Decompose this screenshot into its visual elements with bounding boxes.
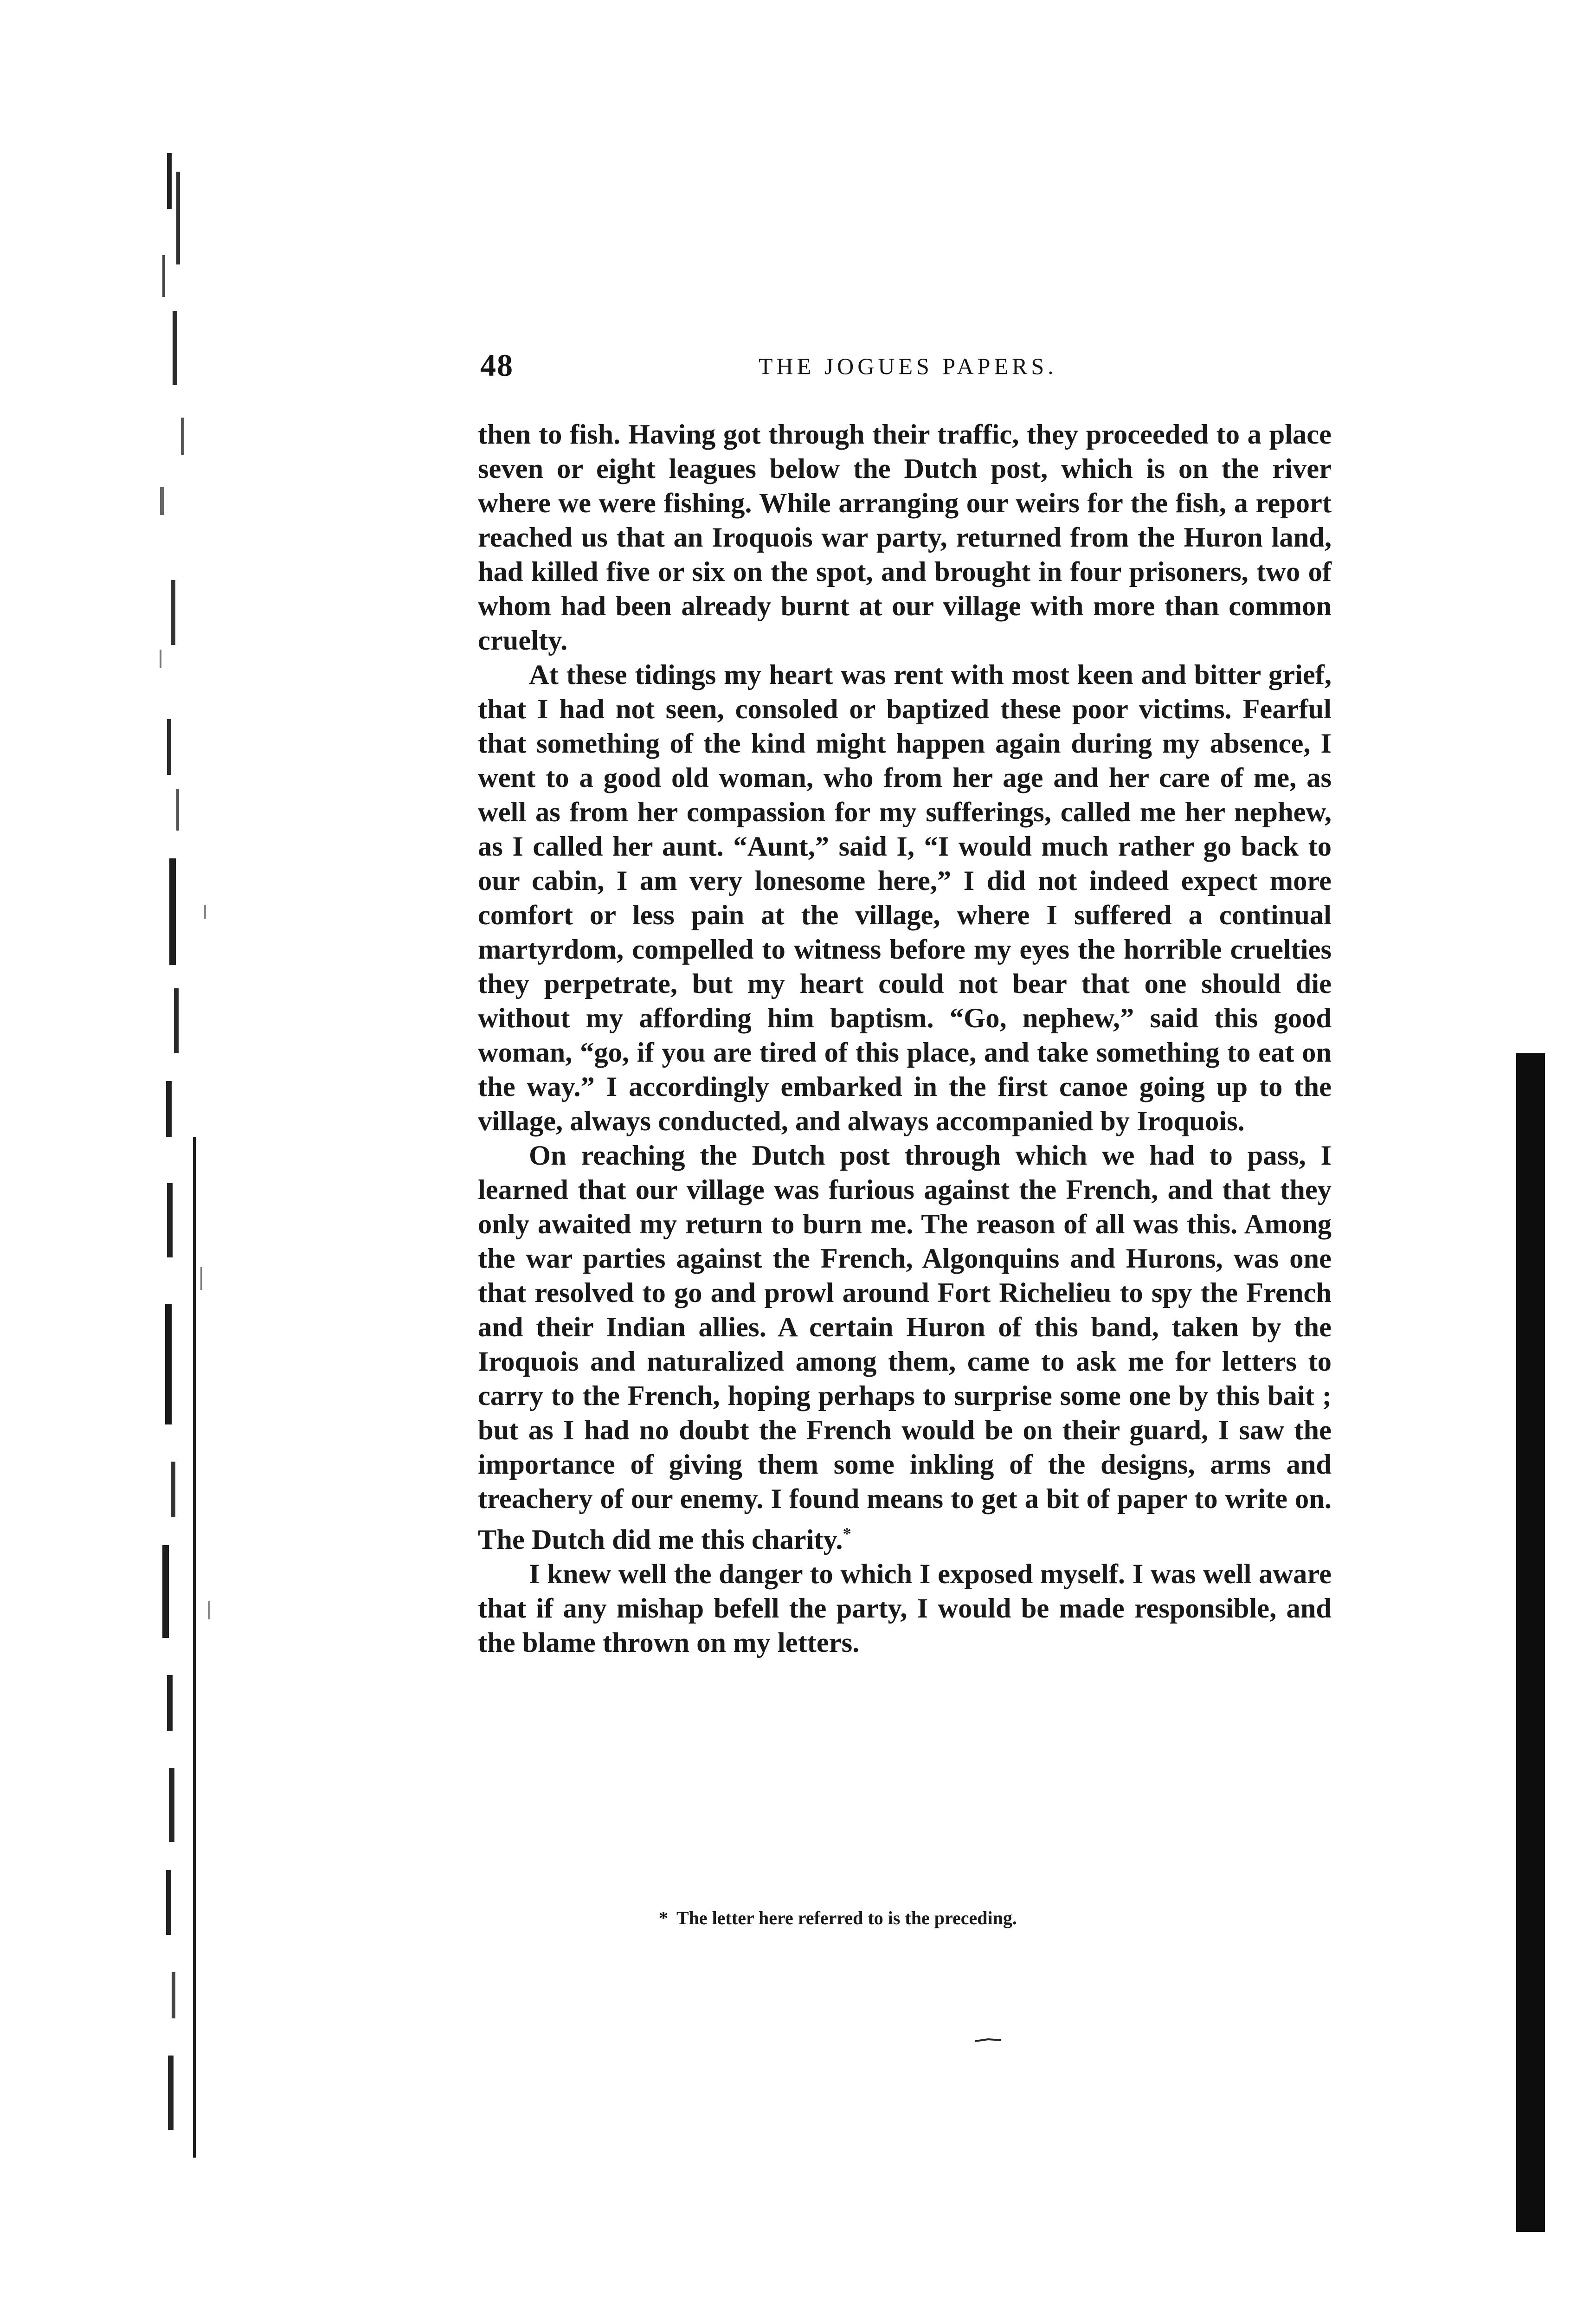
footnote-marker: *	[659, 1908, 668, 1928]
footnote	[659, 1907, 1017, 1929]
scan-edge-shadow	[1516, 1053, 1545, 2232]
page-number: 48	[480, 348, 514, 383]
paragraph: I knew well the danger to which I exposed myself. I was well aware that if any mishap befell the party, I would be made responsible, and the blame thrown on my letters.	[478, 1559, 1332, 1659]
footnote-reference: *	[843, 1524, 851, 1543]
running-head	[480, 347, 1329, 389]
paragraph	[478, 1139, 1332, 1557]
paragraph: At these tidings my heart was rent with most keen and bitter grief, that I had not seen, consoled or baptized these poor victims. Fearful that something of the kind might happen again during my absence, I went to a good old woman, who from her age and her care of me, as well as from her compassion for my sufferings, called me her nephew, as I called her aunt. “Aunt,” said I, “I would much rather go back to our cabin, I am very lonesome here,” I did not indeed expect more comfort or less pain at the village, where I suffered a continual martyrdom, compelled to witness before my eyes the horrible cruelties they perpetrate, but my heart could not bear that one should die without my affording him baptism. “Go, nephew,” said this good woman, “go, if you are tired of this place, and take something to eat on the way.” I accordingly embarked in the first canoe going up to the village, always conducted, and always accompanied by Iroquois.	[478, 659, 1332, 1137]
footnote-text: The letter here referred to is the preceding.	[676, 1908, 1017, 1928]
body-text	[478, 418, 1332, 1660]
paragraph-text: On reaching the Dutch post through which we had to pass, I learned that our village was furious against the French, and that they only awaited my return to burn me. The reason of all was this. Among the war parties against the French, Algonquins and Hurons, was one that resolved to go and prowl around Fort Richelieu to spy the French and their Indian allies. A certain Huron of this band, taken by the Iroquois and naturalized among them, came to ask me for letters to carry to the French, hoping perhaps to surprise some one by this bait ; but as I had no doubt the French would be on their guard, I saw the importance of giving them some inkling of the designs, arms and treachery of our enemy. I found means to get a bit of paper to write on. The Dutch did me this charity.	[478, 1140, 1332, 1556]
running-title: THE JOGUES PAPERS.	[759, 353, 1057, 379]
paragraph: then to fish. Having got through their traffic, they proceeded to a place seven or eight leagues below the Dutch post, which is on the river where we were fishing. While arranging our weirs for the fish, a report reached us that an Iroquois war party, returned from the Huron land, had killed five or six on the spot, and brought in four prisoners, two of whom had been already burnt at our village with more than common cruelty.	[478, 419, 1332, 656]
binding-scan-marks	[148, 116, 264, 2204]
stray-ink-mark	[974, 2037, 1002, 2043]
